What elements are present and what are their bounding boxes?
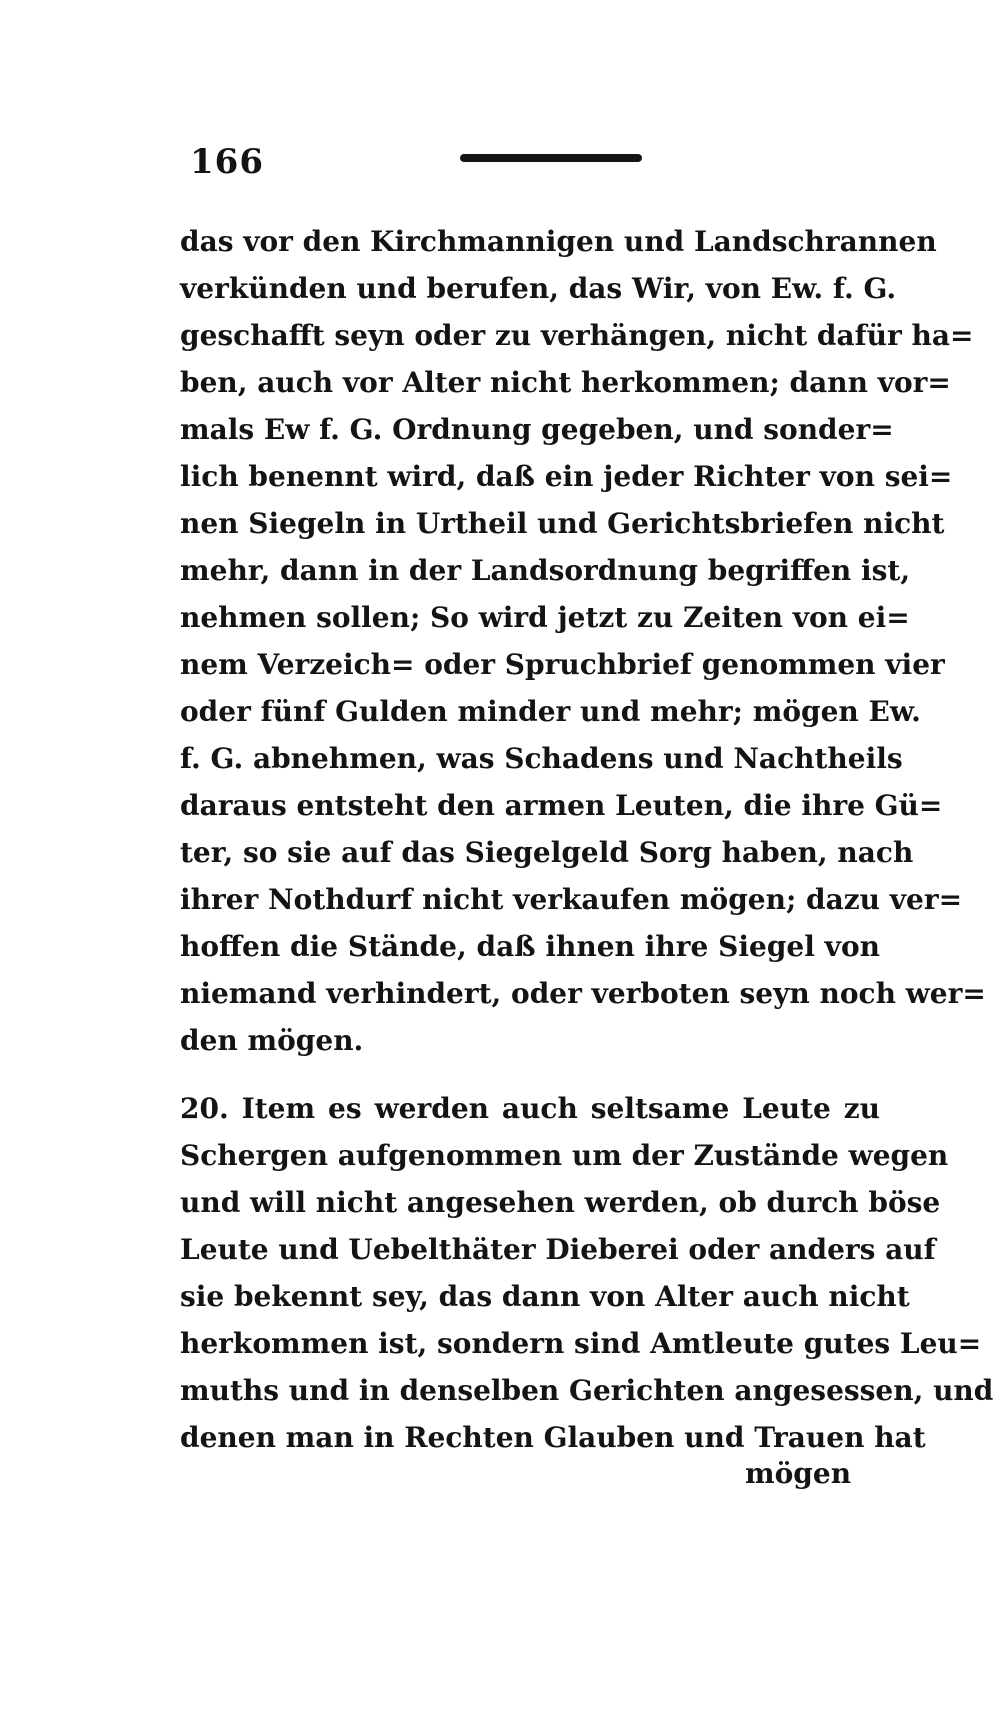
text-line: sie bekennt sey, das dann von Alter auch nicht [180, 1280, 910, 1313]
text-line: Schergen aufgenommen um der Zustände wegen [180, 1139, 949, 1172]
catchword: mögen [745, 1457, 852, 1490]
text-line: ihrer Nothdurf nicht verkaufen mögen; dazu ver= [180, 883, 963, 916]
paragraph-2 [180, 1085, 994, 1461]
text-line: niemand verhindert, oder verboten seyn noch wer= [180, 977, 986, 1010]
text-line: nen Siegeln in Urtheil und Gerichtsbriefen nicht [180, 507, 945, 540]
paragraph-1 [180, 218, 986, 1064]
text-line: oder fünf Gulden minder und mehr; mögen Ew. [180, 695, 921, 728]
text-line: geschafft seyn oder zu verhängen, nicht dafür ha= [180, 319, 974, 352]
text-line: lich benennt wird, daß ein jeder Richter von sei= [180, 460, 953, 493]
text-line: verkünden und berufen, das Wir, von Ew. f. G. [180, 272, 897, 305]
text-line: mehr, dann in der Landsordnung begriffen ist, [180, 554, 911, 587]
page-header [180, 140, 830, 190]
text-line: das vor den Kirchmannigen und Landschrannen [180, 225, 937, 258]
text-line: denen man in Rechten Glauben und Trauen hat [180, 1421, 926, 1454]
text-line: und will nicht angesehen werden, ob durch böse [180, 1186, 941, 1219]
text-line: muths und in denselben Gerichten angesessen, und [180, 1374, 994, 1407]
text-line: herkommen ist, sondern sind Amtleute gutes Leu= [180, 1327, 982, 1360]
text-line: nem Verzeich= oder Spruchbrief genommen vier [180, 648, 945, 681]
text-line: nehmen sollen; So wird jetzt zu Zeiten von ei= [180, 601, 910, 634]
page-number: 166 [190, 142, 264, 182]
text-line: ben, auch vor Alter nicht herkommen; dann vor= [180, 366, 951, 399]
text-line: mals Ew f. G. Ordnung gegeben, und sonder= [180, 413, 894, 446]
header-rule [460, 154, 642, 162]
text-line: 20. Item es werden auch seltsame Leute zu [180, 1092, 880, 1125]
text-line: daraus entsteht den armen Leuten, die ihre Gü= [180, 789, 943, 822]
text-line: hoffen die Stände, daß ihnen ihre Siegel von [180, 930, 880, 963]
text-line: ter, so sie auf das Siegelgeld Sorg haben, nach [180, 836, 914, 869]
text-line: f. G. abnehmen, was Schadens und Nachtheils [180, 742, 903, 775]
text-line: Leute und Uebelthäter Dieberei oder anders auf [180, 1233, 936, 1266]
text-line: den mögen. [180, 1024, 364, 1057]
